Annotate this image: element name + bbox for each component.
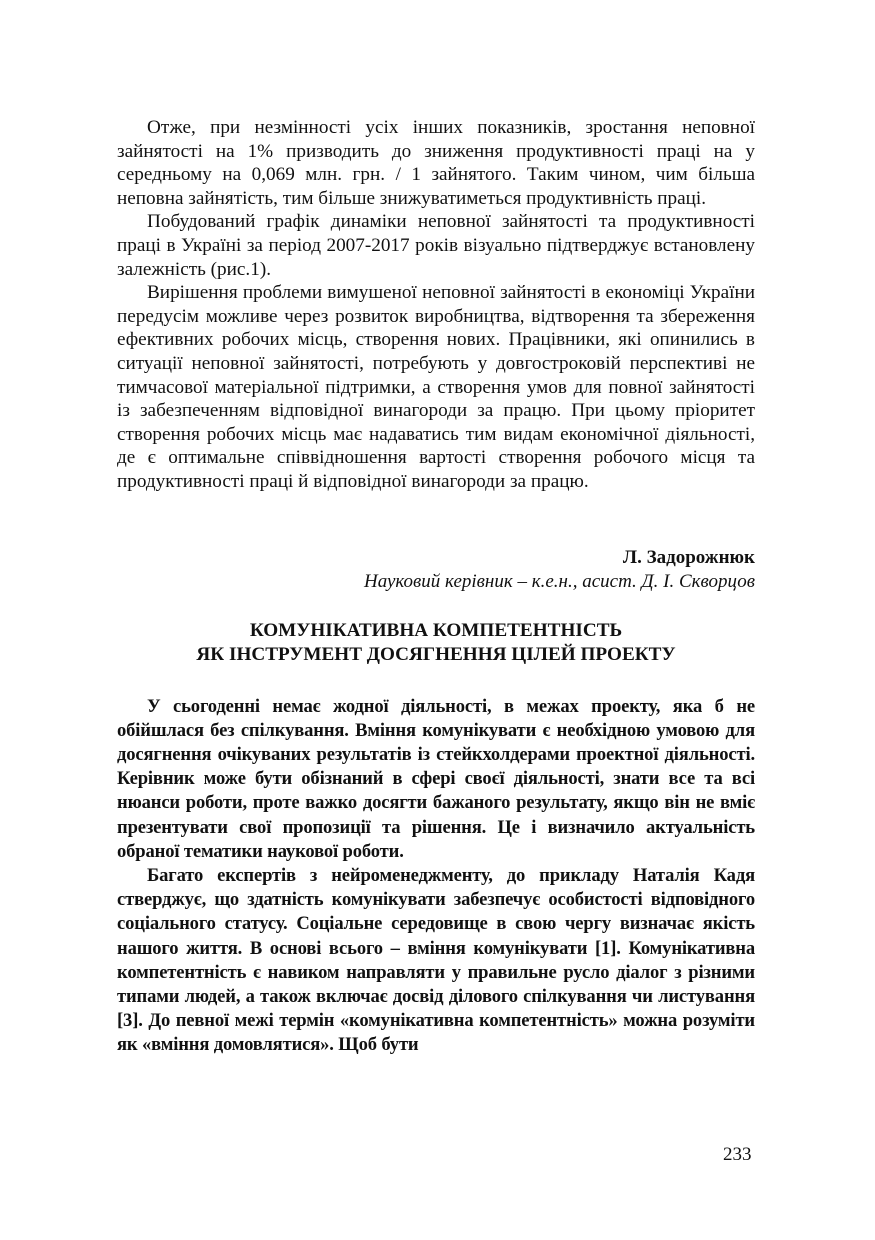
article-title-line-2: ЯК ІНСТРУМЕНТ ДОСЯГНЕННЯ ЦІЛЕЙ ПРОЕКТУ <box>196 644 676 665</box>
article-title-line-1: КОМУНІКАТИВНА КОМПЕТЕНТНІСТЬ <box>249 619 623 641</box>
paragraph-underemployment-result: Отже, при незмінності усіх інших показників, зростання неповної зайнятості на 1% призводить до зниження продуктивності праці на у середньому на 0,069 млн. грн. / 1 зайнятого. Таким чином, чим більша неповна зайнятість, тим більше знижуватиметься продуктивність праці. <box>117 117 755 209</box>
author-name: Л. Задорожнюк <box>622 546 755 568</box>
section-one <box>117 116 755 494</box>
author-block <box>117 546 755 594</box>
paragraph-experts: Багато експертів з нейроменеджменту, до прикладу Наталія Кадя стверджує, що здатність комунікувати забезпечує особистості відповідного соціального статусу. Соціальне середовище в свою чергу визначає якість нашого життя. В основі всього – вміння комунікувати [1]. Комунікативна компетентність є навиком направляти у правильне русло діалог з різними типами людей, а також включає досвід ділового спілкування чи листування [3]. До певної межі термін «комунікативна компетентність» можна розуміти як «вміння домовлятися». Щоб бути <box>117 864 755 1056</box>
paragraph-intro: У сьогоденні немає жодної діяльності, в межах проекту, яка б не обійшлася без спілкування. Вміння комунікувати є необхідною умовою для досягнення очікуваних результатів із стейкхолдерами проектної діяльності. Керівник може бути обізнаний в сфері своєї діяльності, знати все та всі нюанси роботи, проте важко досягти бажаного результату, якщо він не вміє презентувати свої пропозиції та рішення. Це і визначило актуальність обраної тематики наукової роботи. <box>117 695 755 862</box>
document-page <box>117 116 755 1058</box>
page-number: 233 <box>723 1144 752 1165</box>
article-title <box>117 619 755 668</box>
paragraph-chart-reference: Побудований графік динаміки неповної зайнятості та продуктивності праці в Україні за період 2007-2017 років візуально підтверджує встановлену залежність (рис.1). <box>117 211 755 280</box>
supervisor-line: Науковий керівник – к.е.н., асист. Д. І. Скворцов <box>363 570 755 592</box>
section-two <box>117 695 755 1058</box>
paragraph-solution: Вирішення проблеми вимушеної неповної зайнятості в економіці України передусім можливе через розвиток виробництва, відтворення та збереження ефективних робочих місць, створення нових. Працівники, які опинились в ситуації неповної зайнятості, потребують у довгостроковій перспективі не тимчасової матеріальної підтримки, а створення умов для повної зайнятості із забезпеченням відповідної винагороди за працю. При цьому пріоритет створення робочих місць має надаватись тим видам економічної діяльності, де є оптимальне співвідношення вартості створення робочого місця та продуктивності праці й відповідної винагороди за працю. <box>117 282 755 492</box>
